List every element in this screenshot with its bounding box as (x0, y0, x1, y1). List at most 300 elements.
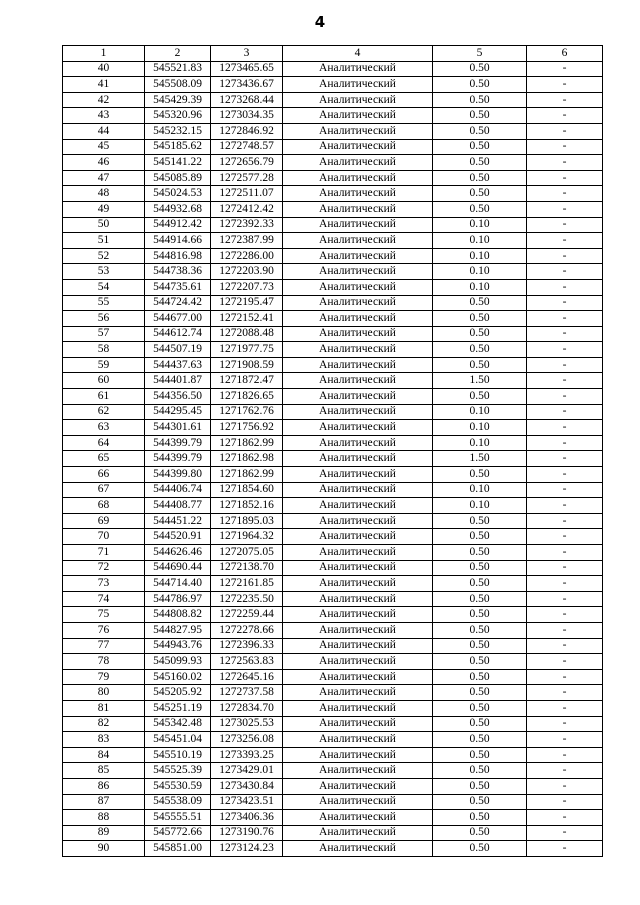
cell-accuracy: 0.50 (433, 155, 527, 171)
table-row (63, 513, 603, 529)
table-row (63, 778, 603, 794)
cell-x-coordinate: 544295.45 (145, 404, 211, 420)
cell-y-coordinate: 1272846.92 (211, 123, 283, 139)
cell-y-coordinate: 1271852.16 (211, 498, 283, 514)
cell-point-number: 61 (63, 389, 145, 405)
cell-method: Аналитический (283, 357, 433, 373)
cell-method: Аналитический (283, 498, 433, 514)
cell-x-coordinate: 545451.04 (145, 732, 211, 748)
cell-y-coordinate: 1272645.16 (211, 669, 283, 685)
table-row (63, 326, 603, 342)
cell-point-number: 46 (63, 155, 145, 171)
cell-x-coordinate: 544520.91 (145, 529, 211, 545)
cell-method: Аналитический (283, 778, 433, 794)
cell-x-coordinate: 545251.19 (145, 700, 211, 716)
cell-x-coordinate: 545538.09 (145, 794, 211, 810)
cell-point-number: 57 (63, 326, 145, 342)
table-row (63, 482, 603, 498)
cell-note: - (527, 389, 603, 405)
cell-method: Аналитический (283, 170, 433, 186)
cell-note: - (527, 155, 603, 171)
cell-x-coordinate: 544808.82 (145, 607, 211, 623)
table-row (63, 591, 603, 607)
cell-x-coordinate: 544399.79 (145, 451, 211, 467)
cell-accuracy: 0.50 (433, 389, 527, 405)
cell-y-coordinate: 1272203.90 (211, 264, 283, 280)
cell-note: - (527, 201, 603, 217)
cell-accuracy: 0.10 (433, 217, 527, 233)
cell-x-coordinate: 544816.98 (145, 248, 211, 264)
cell-note: - (527, 264, 603, 280)
cell-accuracy: 0.50 (433, 747, 527, 763)
cell-y-coordinate: 1272563.83 (211, 654, 283, 670)
cell-y-coordinate: 1272286.00 (211, 248, 283, 264)
cell-x-coordinate: 545508.09 (145, 77, 211, 93)
cell-point-number: 76 (63, 622, 145, 638)
cell-point-number: 70 (63, 529, 145, 545)
cell-x-coordinate: 544612.74 (145, 326, 211, 342)
cell-accuracy: 0.50 (433, 545, 527, 561)
cell-y-coordinate: 1272737.58 (211, 685, 283, 701)
cell-y-coordinate: 1273436.67 (211, 77, 283, 93)
cell-note: - (527, 217, 603, 233)
cell-note: - (527, 467, 603, 483)
cell-point-number: 55 (63, 295, 145, 311)
cell-note: - (527, 545, 603, 561)
cell-point-number: 89 (63, 825, 145, 841)
cell-note: - (527, 248, 603, 264)
coordinates-table (62, 45, 603, 857)
cell-accuracy: 0.50 (433, 622, 527, 638)
cell-point-number: 63 (63, 420, 145, 436)
cell-method: Аналитический (283, 607, 433, 623)
table-row (63, 155, 603, 171)
cell-note: - (527, 810, 603, 826)
table-row (63, 576, 603, 592)
cell-method: Аналитический (283, 279, 433, 295)
cell-note: - (527, 685, 603, 701)
cell-y-coordinate: 1272278.66 (211, 622, 283, 638)
cell-accuracy: 0.50 (433, 342, 527, 358)
table-row (63, 763, 603, 779)
cell-note: - (527, 342, 603, 358)
cell-accuracy: 0.50 (433, 778, 527, 794)
cell-accuracy: 0.50 (433, 529, 527, 545)
cell-y-coordinate: 1272834.70 (211, 700, 283, 716)
cell-x-coordinate: 545342.48 (145, 716, 211, 732)
cell-point-number: 90 (63, 841, 145, 857)
cell-y-coordinate: 1273190.76 (211, 825, 283, 841)
cell-note: - (527, 622, 603, 638)
table-row (63, 389, 603, 405)
cell-y-coordinate: 1272152.41 (211, 311, 283, 327)
cell-x-coordinate: 544399.79 (145, 435, 211, 451)
cell-x-coordinate: 545555.51 (145, 810, 211, 826)
cell-note: - (527, 233, 603, 249)
cell-point-number: 47 (63, 170, 145, 186)
cell-note: - (527, 763, 603, 779)
cell-point-number: 59 (63, 357, 145, 373)
cell-x-coordinate: 545099.93 (145, 654, 211, 670)
cell-accuracy: 0.50 (433, 685, 527, 701)
table-row (63, 498, 603, 514)
cell-method: Аналитический (283, 108, 433, 124)
cell-point-number: 65 (63, 451, 145, 467)
cell-point-number: 49 (63, 201, 145, 217)
cell-x-coordinate: 544301.61 (145, 420, 211, 436)
cell-note: - (527, 61, 603, 77)
cell-note: - (527, 295, 603, 311)
cell-accuracy: 0.50 (433, 311, 527, 327)
cell-y-coordinate: 1273256.08 (211, 732, 283, 748)
cell-method: Аналитический (283, 560, 433, 576)
table-row (63, 669, 603, 685)
cell-x-coordinate: 544735.61 (145, 279, 211, 295)
cell-point-number: 77 (63, 638, 145, 654)
cell-accuracy: 0.50 (433, 139, 527, 155)
table-row (63, 233, 603, 249)
cell-accuracy: 0.50 (433, 638, 527, 654)
cell-y-coordinate: 1272259.44 (211, 607, 283, 623)
cell-method: Аналитический (283, 404, 433, 420)
cell-accuracy: 0.50 (433, 513, 527, 529)
cell-x-coordinate: 544827.95 (145, 622, 211, 638)
cell-accuracy: 1.50 (433, 373, 527, 389)
cell-y-coordinate: 1271826.65 (211, 389, 283, 405)
cell-accuracy: 0.10 (433, 435, 527, 451)
header-col-3: 3 (211, 46, 283, 62)
header-col-1: 1 (63, 46, 145, 62)
cell-note: - (527, 591, 603, 607)
cell-method: Аналитический (283, 638, 433, 654)
cell-point-number: 82 (63, 716, 145, 732)
cell-accuracy: 0.50 (433, 576, 527, 592)
cell-y-coordinate: 1273025.53 (211, 716, 283, 732)
cell-y-coordinate: 1273423.51 (211, 794, 283, 810)
cell-point-number: 69 (63, 513, 145, 529)
table-body (63, 46, 603, 857)
cell-accuracy: 0.50 (433, 326, 527, 342)
cell-note: - (527, 607, 603, 623)
cell-x-coordinate: 544943.76 (145, 638, 211, 654)
table-row (63, 685, 603, 701)
cell-method: Аналитический (283, 810, 433, 826)
cell-method: Аналитический (283, 155, 433, 171)
cell-x-coordinate: 545429.39 (145, 92, 211, 108)
cell-accuracy: 0.50 (433, 357, 527, 373)
cell-x-coordinate: 545232.15 (145, 123, 211, 139)
cell-point-number: 80 (63, 685, 145, 701)
cell-point-number: 71 (63, 545, 145, 561)
cell-method: Аналитический (283, 295, 433, 311)
cell-point-number: 73 (63, 576, 145, 592)
cell-accuracy: 0.50 (433, 841, 527, 857)
table-row (63, 794, 603, 810)
cell-point-number: 81 (63, 700, 145, 716)
table-row (63, 248, 603, 264)
cell-x-coordinate: 545185.62 (145, 139, 211, 155)
cell-point-number: 74 (63, 591, 145, 607)
table-row (63, 435, 603, 451)
cell-y-coordinate: 1271862.98 (211, 451, 283, 467)
cell-accuracy: 0.10 (433, 482, 527, 498)
table-row (63, 311, 603, 327)
cell-point-number: 56 (63, 311, 145, 327)
table-row (63, 123, 603, 139)
cell-accuracy: 0.50 (433, 716, 527, 732)
table-row (63, 654, 603, 670)
cell-method: Аналитический (283, 139, 433, 155)
cell-accuracy: 0.50 (433, 763, 527, 779)
cell-point-number: 52 (63, 248, 145, 264)
header-col-2: 2 (145, 46, 211, 62)
cell-note: - (527, 123, 603, 139)
cell-method: Аналитический (283, 435, 433, 451)
cell-point-number: 88 (63, 810, 145, 826)
cell-point-number: 40 (63, 61, 145, 77)
cell-x-coordinate: 544914.66 (145, 233, 211, 249)
cell-note: - (527, 529, 603, 545)
cell-method: Аналитический (283, 451, 433, 467)
table-row (63, 825, 603, 841)
table-row (63, 139, 603, 155)
table-row (63, 295, 603, 311)
cell-method: Аналитический (283, 685, 433, 701)
cell-x-coordinate: 545024.53 (145, 186, 211, 202)
cell-point-number: 86 (63, 778, 145, 794)
cell-point-number: 60 (63, 373, 145, 389)
cell-y-coordinate: 1273124.23 (211, 841, 283, 857)
cell-x-coordinate: 545851.00 (145, 841, 211, 857)
cell-point-number: 51 (63, 233, 145, 249)
cell-y-coordinate: 1272392.33 (211, 217, 283, 233)
cell-note: - (527, 825, 603, 841)
cell-x-coordinate: 544507.19 (145, 342, 211, 358)
cell-accuracy: 0.10 (433, 279, 527, 295)
cell-note: - (527, 279, 603, 295)
table-row (63, 607, 603, 623)
cell-accuracy: 0.50 (433, 201, 527, 217)
cell-x-coordinate: 545530.59 (145, 778, 211, 794)
table-row (63, 201, 603, 217)
table-row (63, 61, 603, 77)
cell-note: - (527, 404, 603, 420)
cell-y-coordinate: 1271756.92 (211, 420, 283, 436)
cell-y-coordinate: 1272138.70 (211, 560, 283, 576)
table-row (63, 186, 603, 202)
cell-method: Аналитический (283, 763, 433, 779)
cell-method: Аналитический (283, 342, 433, 358)
cell-point-number: 62 (63, 404, 145, 420)
cell-accuracy: 0.50 (433, 669, 527, 685)
cell-y-coordinate: 1273406.36 (211, 810, 283, 826)
cell-x-coordinate: 545205.92 (145, 685, 211, 701)
cell-method: Аналитический (283, 825, 433, 841)
cell-note: - (527, 841, 603, 857)
cell-y-coordinate: 1272235.50 (211, 591, 283, 607)
cell-x-coordinate: 544401.87 (145, 373, 211, 389)
cell-accuracy: 0.50 (433, 560, 527, 576)
cell-x-coordinate: 544690.44 (145, 560, 211, 576)
table-row (63, 264, 603, 280)
table-row (63, 810, 603, 826)
cell-accuracy: 0.50 (433, 186, 527, 202)
cell-method: Аналитический (283, 529, 433, 545)
cell-accuracy: 0.10 (433, 404, 527, 420)
cell-note: - (527, 77, 603, 93)
header-col-4: 4 (283, 46, 433, 62)
cell-x-coordinate: 545510.19 (145, 747, 211, 763)
cell-point-number: 67 (63, 482, 145, 498)
cell-note: - (527, 186, 603, 202)
cell-point-number: 54 (63, 279, 145, 295)
cell-point-number: 64 (63, 435, 145, 451)
cell-note: - (527, 716, 603, 732)
cell-x-coordinate: 544738.36 (145, 264, 211, 280)
cell-x-coordinate: 544626.46 (145, 545, 211, 561)
cell-y-coordinate: 1271854.60 (211, 482, 283, 498)
cell-accuracy: 1.50 (433, 451, 527, 467)
cell-y-coordinate: 1272396.33 (211, 638, 283, 654)
cell-accuracy: 0.50 (433, 92, 527, 108)
table-row (63, 404, 603, 420)
cell-method: Аналитический (283, 576, 433, 592)
cell-x-coordinate: 545085.89 (145, 170, 211, 186)
cell-x-coordinate: 545141.22 (145, 155, 211, 171)
cell-method: Аналитический (283, 467, 433, 483)
cell-y-coordinate: 1272577.28 (211, 170, 283, 186)
cell-method: Аналитический (283, 669, 433, 685)
header-col-5: 5 (433, 46, 527, 62)
cell-x-coordinate: 544437.63 (145, 357, 211, 373)
cell-point-number: 68 (63, 498, 145, 514)
cell-y-coordinate: 1271977.75 (211, 342, 283, 358)
cell-note: - (527, 700, 603, 716)
cell-x-coordinate: 544677.00 (145, 311, 211, 327)
cell-note: - (527, 108, 603, 124)
cell-point-number: 83 (63, 732, 145, 748)
cell-note: - (527, 326, 603, 342)
cell-point-number: 87 (63, 794, 145, 810)
cell-method: Аналитический (283, 716, 433, 732)
table-row (63, 622, 603, 638)
cell-y-coordinate: 1271872.47 (211, 373, 283, 389)
cell-y-coordinate: 1272207.73 (211, 279, 283, 295)
cell-accuracy: 0.50 (433, 61, 527, 77)
cell-note: - (527, 435, 603, 451)
cell-accuracy: 0.50 (433, 607, 527, 623)
cell-x-coordinate: 545525.39 (145, 763, 211, 779)
cell-x-coordinate: 544912.42 (145, 217, 211, 233)
cell-accuracy: 0.10 (433, 233, 527, 249)
cell-x-coordinate: 544451.22 (145, 513, 211, 529)
cell-accuracy: 0.10 (433, 498, 527, 514)
cell-y-coordinate: 1273268.44 (211, 92, 283, 108)
page-number: 4 (314, 13, 326, 31)
table-row (63, 841, 603, 857)
cell-x-coordinate: 544786.97 (145, 591, 211, 607)
cell-point-number: 79 (63, 669, 145, 685)
cell-y-coordinate: 1271862.99 (211, 435, 283, 451)
cell-x-coordinate: 544724.42 (145, 295, 211, 311)
table-row (63, 451, 603, 467)
cell-method: Аналитический (283, 747, 433, 763)
cell-x-coordinate: 545320.96 (145, 108, 211, 124)
cell-note: - (527, 778, 603, 794)
cell-point-number: 53 (63, 264, 145, 280)
cell-point-number: 41 (63, 77, 145, 93)
cell-note: - (527, 576, 603, 592)
cell-y-coordinate: 1271964.32 (211, 529, 283, 545)
cell-x-coordinate: 544932.68 (145, 201, 211, 217)
cell-accuracy: 0.50 (433, 810, 527, 826)
cell-y-coordinate: 1272088.48 (211, 326, 283, 342)
table-row (63, 92, 603, 108)
table-row (63, 342, 603, 358)
cell-accuracy: 0.50 (433, 123, 527, 139)
cell-accuracy: 0.10 (433, 248, 527, 264)
cell-note: - (527, 170, 603, 186)
cell-accuracy: 0.50 (433, 170, 527, 186)
table-row (63, 373, 603, 389)
table-row (63, 108, 603, 124)
cell-point-number: 72 (63, 560, 145, 576)
cell-accuracy: 0.50 (433, 700, 527, 716)
cell-note: - (527, 357, 603, 373)
cell-method: Аналитический (283, 326, 433, 342)
cell-method: Аналитический (283, 482, 433, 498)
table-row (63, 279, 603, 295)
cell-note: - (527, 560, 603, 576)
cell-y-coordinate: 1272075.05 (211, 545, 283, 561)
cell-x-coordinate: 544356.50 (145, 389, 211, 405)
cell-y-coordinate: 1272412.42 (211, 201, 283, 217)
table-row (63, 217, 603, 233)
cell-note: - (527, 498, 603, 514)
cell-note: - (527, 794, 603, 810)
table-row (63, 638, 603, 654)
table-row (63, 420, 603, 436)
cell-x-coordinate: 545521.83 (145, 61, 211, 77)
table-row (63, 467, 603, 483)
cell-method: Аналитический (283, 545, 433, 561)
cell-y-coordinate: 1271895.03 (211, 513, 283, 529)
cell-point-number: 84 (63, 747, 145, 763)
cell-method: Аналитический (283, 389, 433, 405)
cell-y-coordinate: 1271862.99 (211, 467, 283, 483)
table-row (63, 77, 603, 93)
cell-method: Аналитический (283, 513, 433, 529)
cell-accuracy: 0.50 (433, 467, 527, 483)
cell-y-coordinate: 1271762.76 (211, 404, 283, 420)
table-row (63, 357, 603, 373)
cell-point-number: 45 (63, 139, 145, 155)
cell-y-coordinate: 1273034.35 (211, 108, 283, 124)
cell-method: Аналитический (283, 92, 433, 108)
cell-method: Аналитический (283, 311, 433, 327)
cell-y-coordinate: 1272748.57 (211, 139, 283, 155)
cell-point-number: 78 (63, 654, 145, 670)
cell-method: Аналитический (283, 591, 433, 607)
cell-note: - (527, 513, 603, 529)
cell-method: Аналитический (283, 77, 433, 93)
cell-method: Аналитический (283, 373, 433, 389)
table-row (63, 716, 603, 732)
cell-y-coordinate: 1273393.25 (211, 747, 283, 763)
cell-note: - (527, 482, 603, 498)
cell-method: Аналитический (283, 732, 433, 748)
cell-point-number: 85 (63, 763, 145, 779)
